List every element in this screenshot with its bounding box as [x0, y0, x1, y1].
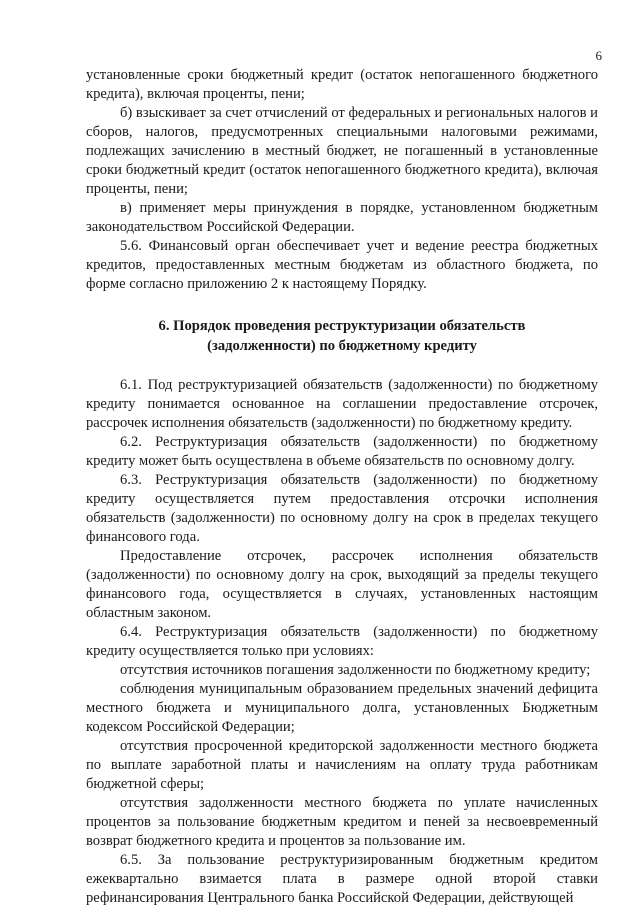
section-title-line: (задолженности) по бюджетному кредиту [207, 338, 477, 354]
paragraph: 6.5. За пользование реструктуризированным бюджетным кредитом ежеквартально взимается плата в размере одной второй ставки рефинансирования Центрального банка Российской Федерации, действующей [86, 852, 598, 906]
paragraph: 6.2. Реструктуризация обязательств (задолженности) по бюджетному кредиту может быть осуществлена в объеме обязательств по основному долгу. [86, 434, 598, 469]
paragraph: отсутствия просроченной кредиторской задолженности местного бюджета по выплате заработной платы и начислениям на оплату труда работникам бюджетной сферы; [86, 738, 598, 792]
paragraph: 5.6. Финансовый орган обеспечивает учет и ведение реестра бюджетных кредитов, предоставленных местным бюджетам из областного бюджета, по форме согласно приложению 2 к настоящему Порядку. [86, 238, 598, 292]
paragraph: в) применяет меры принуждения в порядке, установленном бюджетным законодательством Российской Федерации. [86, 200, 598, 235]
paragraph: 6.4. Реструктуризация обязательств (задолженности) по бюджетному кредиту осуществляется только при условиях: [86, 624, 598, 659]
paragraph: 6.3. Реструктуризация обязательств (задолженности) по бюджетному кредиту осуществляется путем предоставления отсрочки исполнения обязательств (задолженности) по основному долгу на срок в пределах текущего финансового года. [86, 472, 598, 545]
page-number: 6 [595, 48, 602, 63]
paragraph: Предоставление отсрочек, рассрочек исполнения обязательств (задолженности) по основному долгу на срок, выходящий за пределы текущего финансового года, осуществляется в случаях, установленных настоящим областным законом. [86, 548, 598, 621]
document-body [86, 66, 598, 908]
paragraph: отсутствия источников погашения задолженности по бюджетному кредиту; [120, 662, 591, 678]
paragraph: отсутствия задолженности местного бюджета по уплате начисленных процентов за пользование бюджетным кредитом и пеней за несвоевременный возврат бюджетного кредита и процентов за пользование им. [86, 795, 598, 849]
paragraph: б) взыскивает за счет отчислений от федеральных и региональных налогов и сборов, налогов, предусмотренных специальными налоговыми режимами, подлежащих зачислению в местный бюджет, не погашенный в установленные сроки бюджетный кредит (остаток непогашенного бюджетного кредита), включая проценты, пени; [86, 105, 598, 197]
paragraph: установленные сроки бюджетный кредит (остаток непогашенного бюджетного кредита), включая проценты, пени; [86, 67, 598, 102]
section-title [86, 316, 598, 356]
section-title-line: 6. Порядок проведения реструктуризации обязательств [158, 318, 526, 334]
paragraph: 6.1. Под реструктуризацией обязательств (задолженности) по бюджетному кредиту понимается основанное на соглашении предоставление отсрочек, рассрочек исполнения обязательств (задолженности) по бюджетному кредиту. [86, 377, 598, 431]
paragraph: соблюдения муниципальным образованием предельных значений дефицита местного бюджета и муниципального долга, установленных Бюджетным кодексом Российской Федерации; [86, 681, 598, 735]
